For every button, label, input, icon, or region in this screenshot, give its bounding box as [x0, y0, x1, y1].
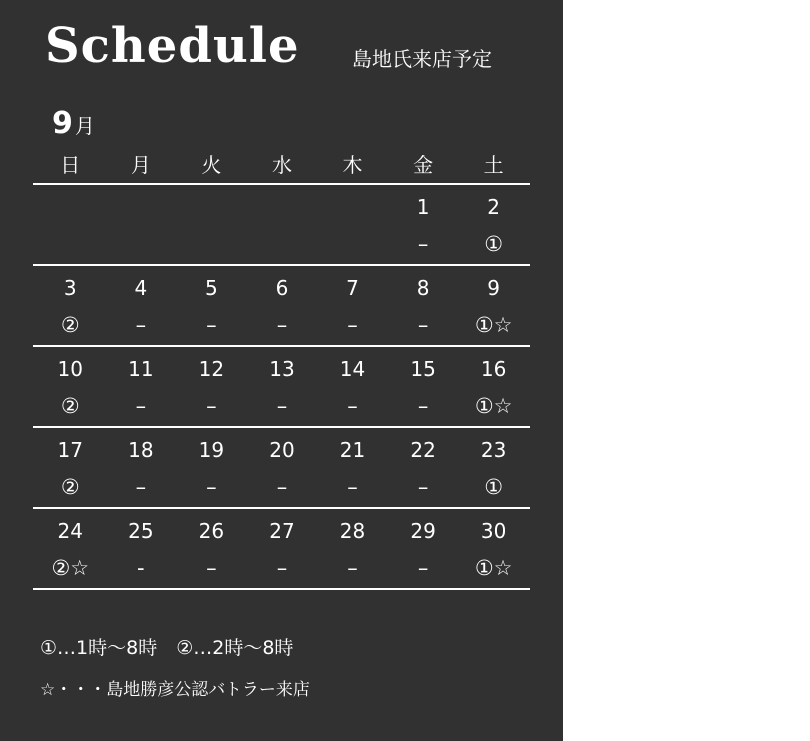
- calendar-cell: [388, 429, 459, 507]
- visit-mark: –: [206, 394, 217, 418]
- page-subtitle: 島地氏来店予定: [352, 47, 492, 71]
- day-number: 3: [63, 276, 77, 300]
- day-number: 18: [128, 438, 154, 462]
- weekday-sun: 日: [60, 153, 81, 177]
- visit-mark: –: [276, 313, 288, 337]
- visit-mark: –: [417, 556, 429, 580]
- calendar-cell: [388, 348, 459, 426]
- day-number: 21: [339, 438, 366, 462]
- visit-mark: –: [135, 394, 147, 418]
- calendar-cell: [317, 429, 388, 507]
- divider: [33, 345, 530, 347]
- day-number: 4: [134, 276, 148, 300]
- month-number: 9: [52, 106, 73, 141]
- calendar-cell: [317, 186, 388, 264]
- calendar-cell: [458, 429, 529, 507]
- visit-mark: –: [347, 556, 358, 580]
- visit-mark: -: [137, 556, 145, 580]
- day-number: 2: [487, 195, 501, 219]
- month-label: [52, 104, 95, 148]
- calendar-cell: [388, 186, 459, 264]
- day-number: 20: [269, 438, 295, 462]
- visit-mark: –: [276, 394, 288, 418]
- weekday-sat: 土: [483, 153, 504, 177]
- calendar-cell: [176, 348, 247, 426]
- calendar-cell: [317, 267, 388, 345]
- calendar-cell: [247, 429, 318, 507]
- calendar-cell: [35, 510, 106, 588]
- calendar-cell: [247, 510, 318, 588]
- day-number: 29: [410, 519, 436, 543]
- visit-mark: –: [417, 313, 429, 337]
- calendar-cell: [317, 510, 388, 588]
- weekday-header: [35, 150, 529, 180]
- day-number: 19: [198, 438, 225, 462]
- day-number: 22: [410, 438, 436, 462]
- visit-mark: –: [135, 313, 147, 337]
- visit-mark: –: [417, 475, 429, 499]
- day-number: 25: [128, 519, 154, 543]
- visit-mark: –: [206, 475, 217, 499]
- divider: [33, 588, 530, 590]
- calendar-cell: [388, 267, 459, 345]
- day-number: 1: [416, 195, 430, 219]
- visit-mark: –: [206, 313, 217, 337]
- calendar-cell: [35, 348, 106, 426]
- visit-mark: –: [135, 475, 147, 499]
- day-number: 30: [480, 519, 507, 543]
- visit-mark: ①: [484, 475, 504, 499]
- visit-mark: ②☆: [51, 556, 90, 580]
- day-number: 26: [198, 519, 225, 543]
- calendar-cell: [458, 186, 529, 264]
- day-number: 10: [57, 357, 83, 381]
- visit-mark: ②: [60, 313, 80, 337]
- calendar-cell: [106, 510, 177, 588]
- calendar-cell: [247, 186, 318, 264]
- divider: [33, 426, 530, 428]
- visit-mark: –: [206, 556, 217, 580]
- week-row: [35, 348, 529, 426]
- calendar-cell: [247, 348, 318, 426]
- visit-mark: –: [276, 475, 288, 499]
- day-number: 23: [480, 438, 507, 462]
- weekday-tue: 火: [201, 153, 222, 177]
- week-row: [35, 510, 529, 588]
- calendar-cell: [35, 267, 106, 345]
- calendar-cell: [458, 510, 529, 588]
- divider: [33, 264, 530, 266]
- calendar-cell: [176, 429, 247, 507]
- day-number: 27: [269, 519, 295, 543]
- visit-mark: –: [347, 313, 358, 337]
- divider: [33, 507, 530, 509]
- calendar-cell: [35, 186, 106, 264]
- calendar-cell: [106, 348, 177, 426]
- day-number: 13: [269, 357, 295, 381]
- calendar-cell: [106, 186, 177, 264]
- visit-mark: –: [276, 556, 288, 580]
- week-row: [35, 429, 529, 507]
- visit-mark: ①☆: [474, 394, 513, 418]
- day-number: 28: [339, 519, 366, 543]
- day-number: 11: [128, 357, 154, 381]
- visit-mark: –: [347, 394, 358, 418]
- divider: [33, 183, 530, 185]
- visit-mark: ①☆: [474, 556, 513, 580]
- week-row: [35, 267, 529, 345]
- day-number: 5: [205, 276, 218, 300]
- calendar-cell: [106, 267, 177, 345]
- day-number: 7: [346, 276, 359, 300]
- month-unit: 月: [74, 114, 95, 138]
- calendar-cell: [35, 429, 106, 507]
- day-number: 15: [410, 357, 436, 381]
- weekday-mon: 月: [130, 153, 151, 177]
- weekday-thu: 木: [342, 153, 363, 177]
- day-number: 9: [487, 276, 501, 300]
- calendar-cell: [106, 429, 177, 507]
- day-number: 14: [339, 357, 366, 381]
- day-number: 12: [198, 357, 225, 381]
- weekday-fri: 金: [413, 153, 434, 177]
- page-title: Schedule: [45, 18, 300, 74]
- day-number: 17: [57, 438, 83, 462]
- day-number: 8: [416, 276, 430, 300]
- day-number: 6: [275, 276, 289, 300]
- day-number: 16: [480, 357, 507, 381]
- legend-hours: ①…1時～8時 ②…2時～8時: [40, 637, 294, 659]
- calendar-cell: [176, 510, 247, 588]
- week-row: [35, 186, 529, 264]
- visit-mark: –: [347, 475, 358, 499]
- calendar-cell: [388, 510, 459, 588]
- visit-mark: ①☆: [474, 313, 513, 337]
- visit-mark: –: [417, 232, 429, 256]
- calendar-cell: [458, 348, 529, 426]
- calendar-cell: [176, 267, 247, 345]
- visit-mark: –: [417, 394, 429, 418]
- day-number: 24: [57, 519, 83, 543]
- calendar-cell: [176, 186, 247, 264]
- calendar-cell: [458, 267, 529, 345]
- visit-mark: ②: [60, 394, 80, 418]
- visit-mark: ②: [60, 475, 80, 499]
- calendar-cell: [247, 267, 318, 345]
- legend-star: ☆・・・島地勝彦公認バトラー来店: [40, 680, 310, 700]
- visit-mark: ①: [484, 232, 504, 256]
- calendar-cell: [317, 348, 388, 426]
- weekday-wed: 水: [271, 153, 292, 177]
